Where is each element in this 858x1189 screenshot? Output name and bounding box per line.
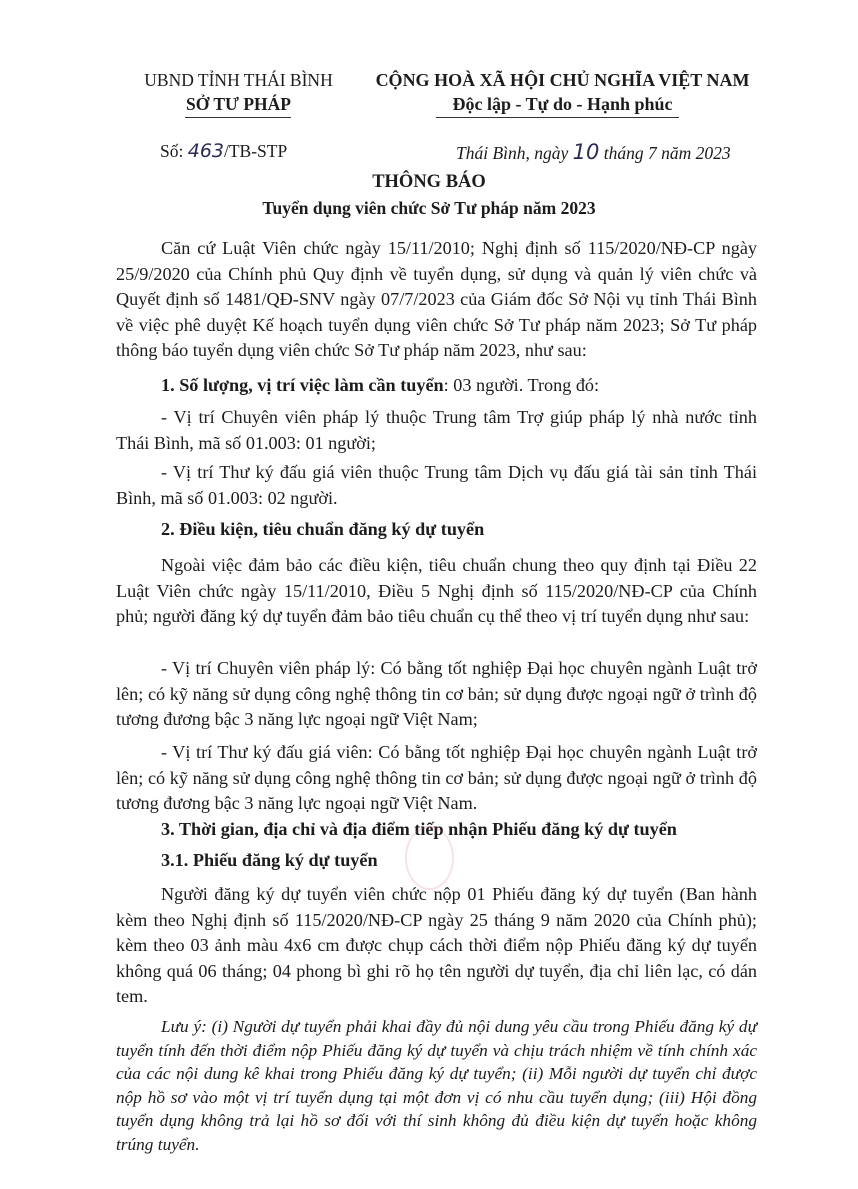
date-prefix: Thái Bình, ngày [456, 143, 573, 163]
date-day-handwritten: 10 [572, 140, 600, 164]
section3-1-paragraph: Người đăng ký dự tuyển viên chức nộp 01 Phiếu đăng ký dự tuyển (Ban hành kèm theo Nghị định số 115/2020/NĐ-CP ngày 25 tháng 9 năm 2020 của Chính phủ); kèm theo 03 ảnh màu 4x6 cm được chụp cách thời điểm nộp Phiếu đăng ký dự tuyển không quá 06 tháng; 04 phong bì ghi rõ họ tên người dự tuyển, địa chỉ liên lạc, có dán tem. [116, 884, 757, 1007]
faint-stamp-mark [405, 826, 454, 890]
doc-number-prefix: Số: [160, 141, 188, 161]
section2-item1: - Vị trí Chuyên viên pháp lý: Có bằng tốt nghiệp Đại học chuyên ngành Luật trở lên; có kỹ năng sử dụng công nghệ thông tin cơ bản; sử dụng được ngoại ngữ ở trình độ tương đương bậc 3 năng lực ngoại ngữ Việt Nam; [116, 658, 757, 730]
intro-paragraph: Căn cứ Luật Viên chức ngày 15/11/2010; Nghị định số 115/2020/NĐ-CP ngày 25/9/2020 của Chính phủ Quy định về tuyển dụng, sử dụng và quản lý viên chức và Quyết định số 1481/QĐ-SNV ngày 07/7/2023 của Giám đốc Sở Nội vụ tỉnh Thái Bình về việc phê duyệt Kế hoạch tuyển dụng viên chức Sở Tư pháp năm 2023; Sở Tư pháp thông báo tuyển dụng viên chức Sở Tư pháp năm 2023, như sau: [116, 238, 757, 361]
national-motto [355, 68, 770, 116]
document-title: THÔNG BÁO [372, 172, 486, 192]
note-paragraph: Lưu ý: (i) Người dự tuyển phải khai đầy đủ nội dung yêu cầu trong Phiếu đăng ký dự tuyển tính đến thời điểm nộp Phiếu đăng ký dự tuyển và chịu trách nhiệm về tính chính xác của các nội dung kê khai trong Phiếu đăng ký dự tuyển; (ii) Mỗi người dự tuyển chỉ được nộp hồ sơ vào một vị trí tuyển dụng tại một đơn vị có nhu cầu tuyển dụng; (iii) Hội đồng tuyển dụng không trả lại hồ sơ đối với thí sinh không đủ điều kiện dự tuyển hoặc không trúng tuyển. [116, 1017, 757, 1154]
section3-1-heading: 3.1. Phiếu đăng ký dự tuyển [161, 850, 378, 870]
section1-tail: : 03 người. Trong đó: [443, 375, 600, 395]
section2-item2: - Vị trí Thư ký đấu giá viên: Có bằng tốt nghiệp Đại học chuyên ngành Luật trở lên; có kỹ năng sử dụng công nghệ thông tin cơ bản; sử dụng được ngoại ngữ ở trình độ tương đương bậc 3 năng lực ngoại ngữ Việt Nam. [116, 742, 757, 814]
date-suffix: tháng 7 năm 2023 [599, 143, 731, 163]
agency-line1: UBND TỈNH THÁI BÌNH [144, 70, 333, 90]
section2-heading: 2. Điều kiện, tiêu chuẩn đăng ký dự tuyển [161, 519, 485, 539]
section3-heading: 3. Thời gian, địa chỉ và địa điểm tiếp nhận Phiếu đăng ký dự tuyển [161, 819, 677, 839]
section1-item1: - Vị trí Chuyên viên pháp lý thuộc Trung tâm Trợ giúp pháp lý nhà nước tỉnh Thái Bình, mã số 01.003: 01 người; [116, 407, 757, 453]
doc-number-suffix: /TB-STP [224, 141, 288, 161]
agency-underline [185, 117, 291, 118]
agency-line2: SỞ TƯ PHÁP [185, 94, 291, 114]
nation-line2: Độc lập - Tự do - Hạnh phúc [452, 94, 673, 114]
motto-underline [436, 117, 679, 118]
date-line [456, 140, 731, 164]
document-subtitle: Tuyển dụng viên chức Sở Tư pháp năm 2023 [262, 198, 596, 218]
nation-line1: CỘNG HOÀ XÃ HỘI CHỦ NGHĨA VIỆT NAM [375, 70, 750, 90]
section2-paragraph: Ngoài việc đảm bảo các điều kiện, tiêu chuẩn chung theo quy định tại Điều 22 Luật Viên chức ngày 15/11/2010, Điều 5 Nghị định số 115/2020/NĐ-CP của Chính phủ; người đăng ký dự tuyển đảm bảo tiêu chuẩn cụ thể theo vị trí tuyển dụng như sau: [116, 555, 757, 627]
section1-line [161, 373, 599, 399]
section1-item2: - Vị trí Thư ký đấu giá viên thuộc Trung tâm Dịch vụ đấu giá tài sản tỉnh Thái Bình, mã số 01.003: 02 người. [116, 462, 757, 508]
section1-heading: 1. Số lượng, vị trí việc làm cần tuyển [161, 375, 444, 395]
issuing-agency [136, 68, 341, 116]
document-number [160, 140, 287, 162]
doc-number-handwritten: 463 [187, 140, 224, 162]
